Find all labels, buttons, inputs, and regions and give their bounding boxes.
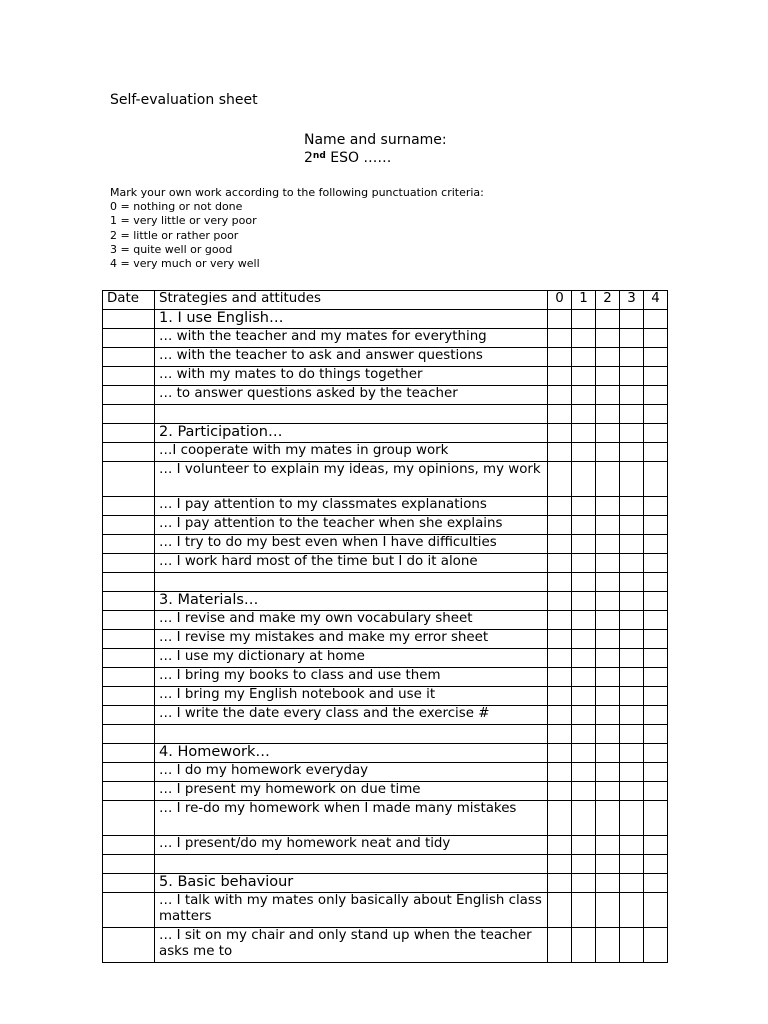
score-cell-4[interactable] xyxy=(644,443,668,462)
score-cell-3[interactable] xyxy=(620,348,644,367)
score-cell-4[interactable] xyxy=(644,535,668,554)
date-cell[interactable] xyxy=(103,554,155,573)
score-cell-0[interactable] xyxy=(548,310,572,329)
score-cell-4[interactable] xyxy=(644,649,668,668)
strategy-cell: … with the teacher and my mates for everything xyxy=(155,329,548,348)
score-cell-2[interactable] xyxy=(596,329,620,348)
header-strategies: Strategies and attitudes xyxy=(155,291,548,310)
table-row xyxy=(103,687,668,706)
score-cell-0[interactable] xyxy=(548,874,572,893)
strategy-cell: … I bring my books to class and use them xyxy=(155,668,548,687)
score-cell-2[interactable] xyxy=(596,763,620,782)
date-cell[interactable] xyxy=(103,763,155,782)
score-cell-3[interactable] xyxy=(620,836,644,855)
score-cell-0[interactable] xyxy=(548,649,572,668)
score-cell-2[interactable] xyxy=(596,592,620,611)
score-cell-4[interactable] xyxy=(644,424,668,443)
table-row xyxy=(103,329,668,348)
score-cell-1[interactable] xyxy=(572,836,596,855)
score-cell-0[interactable] xyxy=(548,424,572,443)
table-row xyxy=(103,386,668,405)
score-cell-3[interactable] xyxy=(620,386,644,405)
strategy-cell: … I re-do my homework when I made many mistakes xyxy=(155,801,548,836)
table-row xyxy=(103,836,668,855)
score-cell-1[interactable] xyxy=(572,893,596,928)
criteria-item: 3 = quite well or good xyxy=(110,242,233,256)
table-row xyxy=(103,928,668,963)
table-row xyxy=(103,801,668,836)
criteria-intro: Mark your own work according to the following punctuation criteria: xyxy=(110,186,484,199)
date-cell[interactable] xyxy=(103,462,155,497)
criteria-item: 4 = very much or very well xyxy=(110,257,260,271)
score-cell-0[interactable] xyxy=(548,763,572,782)
score-cell-2[interactable] xyxy=(596,649,620,668)
table-row xyxy=(103,443,668,462)
score-cell-4[interactable] xyxy=(644,573,668,592)
score-cell-2[interactable] xyxy=(596,554,620,573)
date-cell[interactable] xyxy=(103,497,155,516)
score-cell-1[interactable] xyxy=(572,329,596,348)
score-cell-3[interactable] xyxy=(620,443,644,462)
strategy-cell: … to answer questions asked by the teacher xyxy=(155,386,548,405)
score-cell-3[interactable] xyxy=(620,855,644,874)
score-cell-3[interactable] xyxy=(620,763,644,782)
score-cell-1[interactable] xyxy=(572,630,596,649)
score-cell-4[interactable] xyxy=(644,744,668,763)
score-cell-2[interactable] xyxy=(596,405,620,424)
evaluation-table xyxy=(102,290,668,963)
strategy-cell: … I use my dictionary at home xyxy=(155,649,548,668)
score-cell-1[interactable] xyxy=(572,554,596,573)
score-cell-1[interactable] xyxy=(572,405,596,424)
table-row xyxy=(103,706,668,725)
score-cell-4[interactable] xyxy=(644,462,668,497)
score-cell-0[interactable] xyxy=(548,611,572,630)
score-cell-3[interactable] xyxy=(620,687,644,706)
score-cell-2[interactable] xyxy=(596,611,620,630)
score-cell-2[interactable] xyxy=(596,687,620,706)
strategy-cell: … I try to do my best even when I have difficulties xyxy=(155,535,548,554)
score-cell-1[interactable] xyxy=(572,744,596,763)
score-cell-4[interactable] xyxy=(644,554,668,573)
strategy-cell: … with the teacher to ask and answer questions xyxy=(155,348,548,367)
score-cell-0[interactable] xyxy=(548,782,572,801)
table-row xyxy=(103,497,668,516)
score-cell-1[interactable] xyxy=(572,367,596,386)
score-cell-3[interactable] xyxy=(620,535,644,554)
score-cell-2[interactable] xyxy=(596,310,620,329)
score-cell-1[interactable] xyxy=(572,855,596,874)
score-cell-2[interactable] xyxy=(596,706,620,725)
table-row xyxy=(103,855,668,874)
score-cell-2[interactable] xyxy=(596,893,620,928)
score-cell-2[interactable] xyxy=(596,516,620,535)
score-cell-0[interactable] xyxy=(548,744,572,763)
score-cell-0[interactable] xyxy=(548,630,572,649)
table-row xyxy=(103,405,668,424)
score-cell-0[interactable] xyxy=(548,348,572,367)
score-cell-0[interactable] xyxy=(548,855,572,874)
score-cell-2[interactable] xyxy=(596,744,620,763)
criteria-legend xyxy=(110,186,484,271)
score-cell-0[interactable] xyxy=(548,836,572,855)
score-cell-1[interactable] xyxy=(572,928,596,963)
score-cell-3[interactable] xyxy=(620,649,644,668)
table-row xyxy=(103,535,668,554)
score-cell-4[interactable] xyxy=(644,668,668,687)
section-row xyxy=(103,874,668,893)
date-cell[interactable] xyxy=(103,367,155,386)
score-cell-0[interactable] xyxy=(548,443,572,462)
score-cell-1[interactable] xyxy=(572,668,596,687)
score-cell-4[interactable] xyxy=(644,893,668,928)
date-cell[interactable] xyxy=(103,836,155,855)
score-cell-4[interactable] xyxy=(644,310,668,329)
score-cell-3[interactable] xyxy=(620,611,644,630)
score-cell-1[interactable] xyxy=(572,649,596,668)
score-cell-2[interactable] xyxy=(596,497,620,516)
score-cell-2[interactable] xyxy=(596,782,620,801)
course-name: ESO …… xyxy=(325,150,392,166)
score-cell-2[interactable] xyxy=(596,424,620,443)
section-row xyxy=(103,310,668,329)
date-cell[interactable] xyxy=(103,592,155,611)
date-cell[interactable] xyxy=(103,649,155,668)
strategy-cell: … I write the date every class and the exercise # xyxy=(155,706,548,725)
date-cell[interactable] xyxy=(103,443,155,462)
header-score-2: 2 xyxy=(596,291,620,310)
score-cell-3[interactable] xyxy=(620,744,644,763)
strategy-cell: … I present/do my homework neat and tidy xyxy=(155,836,548,855)
score-cell-0[interactable] xyxy=(548,687,572,706)
table-row xyxy=(103,649,668,668)
header-score-1: 1 xyxy=(572,291,596,310)
score-cell-0[interactable] xyxy=(548,801,572,836)
score-cell-2[interactable] xyxy=(596,928,620,963)
score-cell-0[interactable] xyxy=(548,893,572,928)
score-cell-0[interactable] xyxy=(548,928,572,963)
strategy-cell: … I do my homework everyday xyxy=(155,763,548,782)
score-cell-4[interactable] xyxy=(644,782,668,801)
score-cell-0[interactable] xyxy=(548,573,572,592)
score-cell-3[interactable] xyxy=(620,497,644,516)
strategy-cell: … I revise my mistakes and make my error sheet xyxy=(155,630,548,649)
score-cell-3[interactable] xyxy=(620,668,644,687)
score-cell-0[interactable] xyxy=(548,405,572,424)
table-row xyxy=(103,554,668,573)
score-cell-2[interactable] xyxy=(596,668,620,687)
date-cell[interactable] xyxy=(103,405,155,424)
score-cell-3[interactable] xyxy=(620,554,644,573)
strategy-cell xyxy=(155,405,548,424)
date-cell[interactable] xyxy=(103,535,155,554)
score-cell-1[interactable] xyxy=(572,687,596,706)
criteria-item: 2 = little or rather poor xyxy=(110,228,239,242)
score-cell-1[interactable] xyxy=(572,611,596,630)
section-title-cell: 5. Basic behaviour xyxy=(155,874,548,893)
section-row xyxy=(103,744,668,763)
score-cell-2[interactable] xyxy=(596,874,620,893)
score-cell-2[interactable] xyxy=(596,573,620,592)
table-row xyxy=(103,725,668,744)
score-cell-3[interactable] xyxy=(620,462,644,497)
strategy-cell: …I cooperate with my mates in group work xyxy=(155,443,548,462)
score-cell-3[interactable] xyxy=(620,516,644,535)
score-cell-4[interactable] xyxy=(644,405,668,424)
strategy-cell: … I work hard most of the time but I do it alone xyxy=(155,554,548,573)
score-cell-0[interactable] xyxy=(548,329,572,348)
score-cell-3[interactable] xyxy=(620,801,644,836)
date-cell[interactable] xyxy=(103,706,155,725)
score-cell-0[interactable] xyxy=(548,592,572,611)
date-cell[interactable] xyxy=(103,874,155,893)
header-score-4: 4 xyxy=(644,291,668,310)
date-cell[interactable] xyxy=(103,801,155,836)
date-cell[interactable] xyxy=(103,855,155,874)
date-cell[interactable] xyxy=(103,725,155,744)
strategy-cell xyxy=(155,573,548,592)
score-cell-2[interactable] xyxy=(596,801,620,836)
score-cell-3[interactable] xyxy=(620,706,644,725)
score-cell-1[interactable] xyxy=(572,801,596,836)
strategy-cell xyxy=(155,725,548,744)
score-cell-2[interactable] xyxy=(596,535,620,554)
score-cell-0[interactable] xyxy=(548,497,572,516)
score-cell-1[interactable] xyxy=(572,535,596,554)
score-cell-3[interactable] xyxy=(620,893,644,928)
date-cell[interactable] xyxy=(103,310,155,329)
score-cell-1[interactable] xyxy=(572,348,596,367)
date-cell[interactable] xyxy=(103,668,155,687)
score-cell-0[interactable] xyxy=(548,535,572,554)
date-cell[interactable] xyxy=(103,782,155,801)
score-cell-4[interactable] xyxy=(644,516,668,535)
table-row xyxy=(103,516,668,535)
score-cell-1[interactable] xyxy=(572,462,596,497)
date-cell[interactable] xyxy=(103,893,155,928)
table-row xyxy=(103,668,668,687)
table-row xyxy=(103,630,668,649)
score-cell-1[interactable] xyxy=(572,592,596,611)
table-row xyxy=(103,573,668,592)
score-cell-1[interactable] xyxy=(572,443,596,462)
score-cell-2[interactable] xyxy=(596,462,620,497)
score-cell-4[interactable] xyxy=(644,687,668,706)
score-cell-2[interactable] xyxy=(596,443,620,462)
score-cell-0[interactable] xyxy=(548,725,572,744)
section-row xyxy=(103,424,668,443)
score-cell-4[interactable] xyxy=(644,497,668,516)
strategy-cell: … with my mates to do things together xyxy=(155,367,548,386)
score-cell-4[interactable] xyxy=(644,855,668,874)
date-cell[interactable] xyxy=(103,573,155,592)
score-cell-4[interactable] xyxy=(644,706,668,725)
score-cell-1[interactable] xyxy=(572,516,596,535)
score-cell-4[interactable] xyxy=(644,725,668,744)
header-score-3: 3 xyxy=(620,291,644,310)
date-cell[interactable] xyxy=(103,348,155,367)
score-cell-3[interactable] xyxy=(620,367,644,386)
sheet-title: Self-evaluation sheet xyxy=(110,92,258,108)
score-cell-2[interactable] xyxy=(596,855,620,874)
section-title-cell: 4. Homework… xyxy=(155,744,548,763)
score-cell-3[interactable] xyxy=(620,310,644,329)
score-cell-0[interactable] xyxy=(548,386,572,405)
strategy-cell: … I present my homework on due time xyxy=(155,782,548,801)
score-cell-1[interactable] xyxy=(572,782,596,801)
strategy-cell: … I sit on my chair and only stand up when the teacher asks me to xyxy=(155,928,548,963)
strategy-cell: … I talk with my mates only basically about English class matters xyxy=(155,893,548,928)
score-cell-4[interactable] xyxy=(644,592,668,611)
criteria-item: 1 = very little or very poor xyxy=(110,214,257,228)
section-title-cell: 1. I use English… xyxy=(155,310,548,329)
score-cell-3[interactable] xyxy=(620,424,644,443)
score-cell-3[interactable] xyxy=(620,329,644,348)
score-cell-1[interactable] xyxy=(572,573,596,592)
date-cell[interactable] xyxy=(103,611,155,630)
score-cell-2[interactable] xyxy=(596,725,620,744)
table-row xyxy=(103,893,668,928)
strategy-cell: … I bring my English notebook and use it xyxy=(155,687,548,706)
score-cell-3[interactable] xyxy=(620,592,644,611)
score-cell-1[interactable] xyxy=(572,874,596,893)
strategy-cell xyxy=(155,855,548,874)
date-cell[interactable] xyxy=(103,329,155,348)
score-cell-1[interactable] xyxy=(572,706,596,725)
section-title-cell: 2. Participation… xyxy=(155,424,548,443)
score-cell-1[interactable] xyxy=(572,386,596,405)
section-title-cell: 3. Materials… xyxy=(155,592,548,611)
table-row xyxy=(103,782,668,801)
table-row xyxy=(103,763,668,782)
table-header-row xyxy=(103,291,668,310)
date-cell[interactable] xyxy=(103,687,155,706)
score-cell-0[interactable] xyxy=(548,706,572,725)
score-cell-4[interactable] xyxy=(644,329,668,348)
criteria-item: 0 = nothing or not done xyxy=(110,200,243,214)
table-body xyxy=(103,310,668,963)
date-cell[interactable] xyxy=(103,386,155,405)
score-cell-1[interactable] xyxy=(572,310,596,329)
score-cell-4[interactable] xyxy=(644,874,668,893)
strategy-cell: … I revise and make my own vocabulary sheet xyxy=(155,611,548,630)
score-cell-3[interactable] xyxy=(620,782,644,801)
score-cell-3[interactable] xyxy=(620,725,644,744)
name-label: Name and surname: xyxy=(304,132,447,148)
score-cell-4[interactable] xyxy=(644,836,668,855)
score-cell-0[interactable] xyxy=(548,367,572,386)
score-cell-4[interactable] xyxy=(644,386,668,405)
table-row xyxy=(103,367,668,386)
score-cell-4[interactable] xyxy=(644,763,668,782)
score-cell-0[interactable] xyxy=(548,668,572,687)
score-cell-0[interactable] xyxy=(548,516,572,535)
course-number: 2 xyxy=(304,150,313,166)
score-cell-1[interactable] xyxy=(572,497,596,516)
score-cell-2[interactable] xyxy=(596,348,620,367)
score-cell-1[interactable] xyxy=(572,424,596,443)
strategy-cell: … I pay attention to the teacher when she explains xyxy=(155,516,548,535)
score-cell-2[interactable] xyxy=(596,386,620,405)
score-cell-2[interactable] xyxy=(596,836,620,855)
score-cell-4[interactable] xyxy=(644,801,668,836)
score-cell-2[interactable] xyxy=(596,367,620,386)
course-ordinal: nd xyxy=(312,151,326,161)
score-cell-3[interactable] xyxy=(620,928,644,963)
score-cell-2[interactable] xyxy=(596,630,620,649)
table-row xyxy=(103,348,668,367)
score-cell-3[interactable] xyxy=(620,405,644,424)
score-cell-4[interactable] xyxy=(644,630,668,649)
course-label xyxy=(304,149,447,167)
header-score-0: 0 xyxy=(548,291,572,310)
score-cell-4[interactable] xyxy=(644,367,668,386)
score-cell-1[interactable] xyxy=(572,725,596,744)
date-cell[interactable] xyxy=(103,424,155,443)
score-cell-4[interactable] xyxy=(644,928,668,963)
score-cell-3[interactable] xyxy=(620,630,644,649)
date-cell[interactable] xyxy=(103,928,155,963)
table-row xyxy=(103,462,668,497)
score-cell-0[interactable] xyxy=(548,554,572,573)
strategy-cell: … I pay attention to my classmates explanations xyxy=(155,497,548,516)
table-row xyxy=(103,611,668,630)
score-cell-4[interactable] xyxy=(644,348,668,367)
date-cell[interactable] xyxy=(103,744,155,763)
score-cell-3[interactable] xyxy=(620,874,644,893)
date-cell[interactable] xyxy=(103,516,155,535)
student-info xyxy=(304,131,447,167)
score-cell-3[interactable] xyxy=(620,573,644,592)
score-cell-1[interactable] xyxy=(572,763,596,782)
section-row xyxy=(103,592,668,611)
date-cell[interactable] xyxy=(103,630,155,649)
strategy-cell: … I volunteer to explain my ideas, my opinions, my work xyxy=(155,462,548,497)
score-cell-4[interactable] xyxy=(644,611,668,630)
score-cell-0[interactable] xyxy=(548,462,572,497)
header-date: Date xyxy=(103,291,155,310)
